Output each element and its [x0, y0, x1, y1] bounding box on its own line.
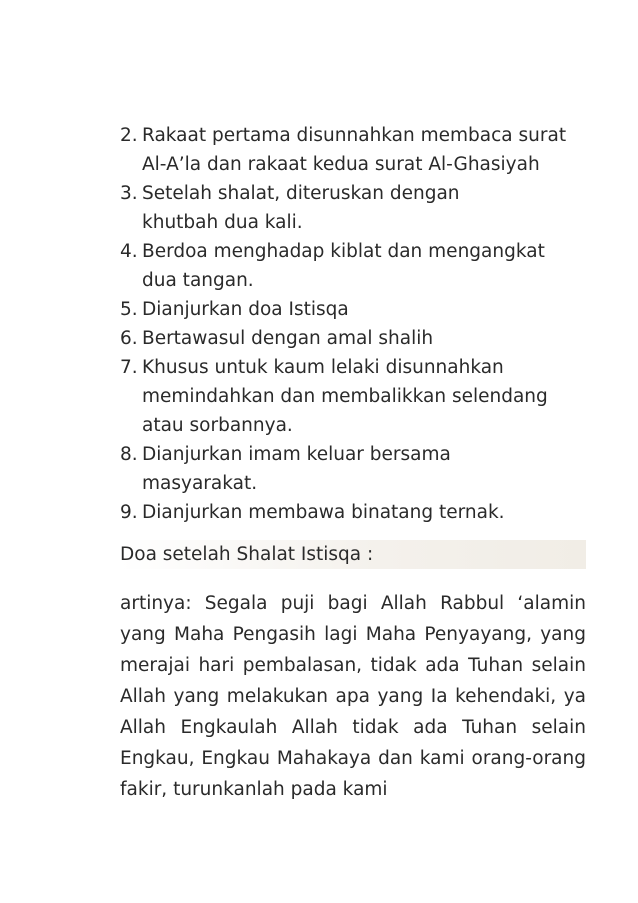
list-text: Setelah shalat, diteruskan dengan [142, 183, 460, 204]
list-text: Dianjurkan imam keluar bersama [142, 444, 451, 465]
list-text: memindahkan dan membalikkan selendang [142, 386, 548, 407]
list-number: 6. [120, 328, 138, 349]
list-item [120, 295, 590, 324]
list-item [120, 121, 590, 179]
sunnah-list [120, 121, 590, 527]
list-text: Khusus untuk kaum lelaki disunnahkan [142, 357, 504, 378]
list-text: Al-A’la dan rakaat kedua surat Al-Ghasiyah [142, 154, 540, 175]
list-item [120, 179, 590, 237]
list-item [120, 237, 590, 295]
list-text: masyarakat. [142, 473, 258, 494]
list-text: Dianjurkan membawa binatang ternak. [142, 502, 505, 523]
list-number: 8. [120, 444, 138, 465]
list-number: 2. [120, 125, 138, 146]
list-item [120, 440, 590, 498]
list-number: 3. [120, 183, 138, 204]
list-number: 5. [120, 299, 138, 320]
list-text: atau sorbannya. [142, 415, 293, 436]
doa-heading: Doa setelah Shalat Istisqa : [120, 540, 586, 569]
list-number: 9. [120, 502, 138, 523]
list-text: Bertawasul dengan amal shalih [142, 328, 434, 349]
list-item [120, 353, 590, 440]
list-item [120, 324, 590, 353]
list-number: 7. [120, 357, 138, 378]
list-text: Rakaat pertama disunnahkan membaca surat [142, 125, 567, 146]
list-text: khutbah dua kali. [142, 212, 303, 233]
list-text: dua tangan. [142, 270, 254, 291]
translation-paragraph: artinya: Segala puji bagi Allah Rabbul ‘alamin yang Maha Pengasih lagi Maha Penyayang, yang merajai hari pembalasan, tidak ada Tuhan selain Allah yang melakukan apa yang Ia kehendaki, ya Allah Engkaulah Allah tidak ada Tuhan selain Engkau, Engkau Mahakaya dan kami orang-orang fakir, turunkanlah pada kami [120, 593, 586, 800]
list-text: Berdoa menghadap kiblat dan mengangkat [142, 241, 545, 262]
list-text: Dianjurkan doa Istisqa [142, 299, 349, 320]
list-item [120, 498, 590, 527]
list-number: 4. [120, 241, 138, 262]
